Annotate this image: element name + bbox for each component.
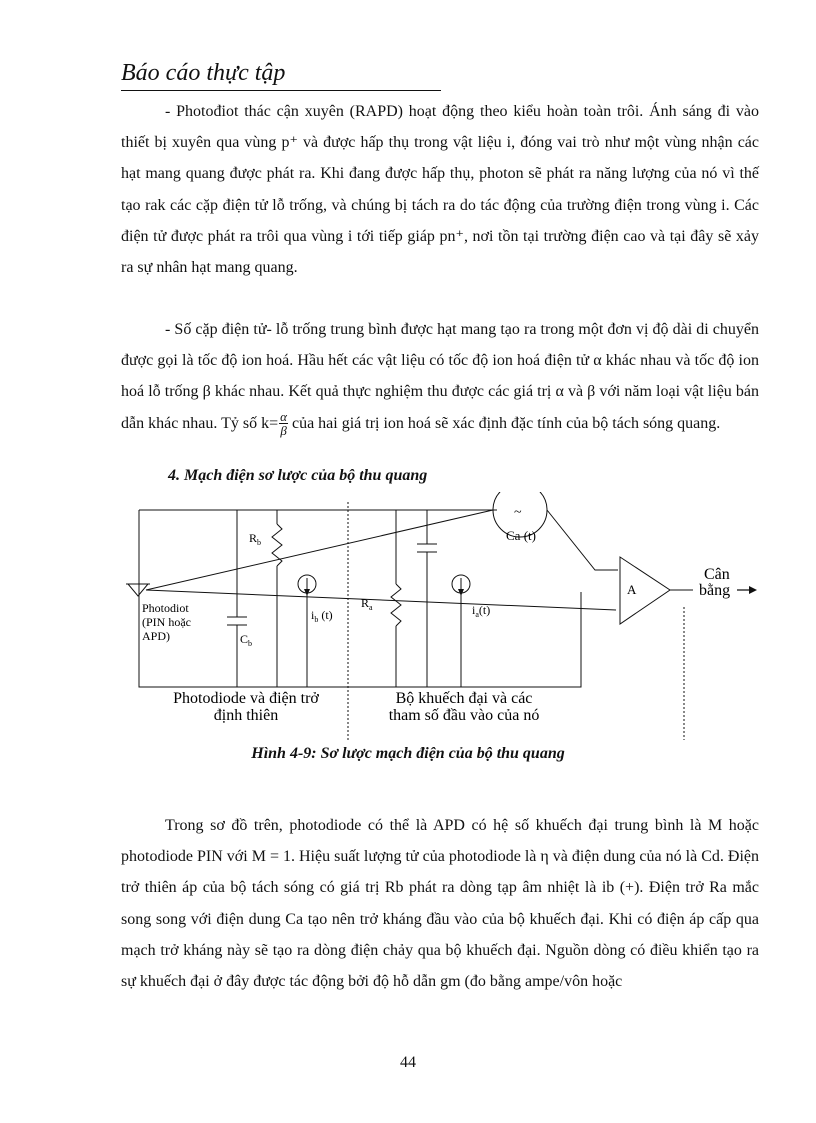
right-section-caption-line2: tham số đầu vào của nó bbox=[388, 707, 540, 724]
document-header: Báo cáo thực tập bbox=[121, 56, 441, 91]
paragraph-ionization-tail: của hai giá trị ion hoá sẽ xác định đặc tính của bộ tách sóng quang. bbox=[287, 414, 721, 432]
photodiode-label-line2: (PIN hoặc bbox=[142, 615, 191, 629]
amplifier-label: A bbox=[627, 582, 637, 597]
paragraph-description-text: Trong sơ đồ trên, photodiode có thể là APD có hệ số khuếch đại trung bình là M hoặc photodiode PIN với M = 1. Hiệu suất lượng tử của photodiode là η và điện dung của nó là Cd. Điện trở thiên áp của bộ tách sóng có giá trị Rb phát ra dòng tạp âm nhiệt là ib (+). Điện trở Ra mắc song song với điện dung Ca tạo nên trở kháng đầu vào của bộ khuếch đại. Khi có điện áp cấp qua mạch trở kháng này sẽ tạo ra dòng điện chảy qua bộ khuếch đại. Nguồn dòng có điều khiển tạo ra sự khuếch đại ở đây được tác động bởi độ hỗ dẫn gm (đo bằng ampe/vôn hoặc bbox=[121, 817, 759, 991]
section-title: 4. Mạch điện sơ lược của bộ thu quang bbox=[168, 467, 428, 484]
paragraph-rapd bbox=[121, 96, 759, 283]
output-label-line2: bằng bbox=[699, 582, 731, 599]
ra-label: $R_a$ bbox=[361, 596, 373, 612]
photodiode-label-line3: APD) bbox=[142, 629, 171, 643]
resistor-ra bbox=[391, 584, 401, 626]
receiver-circuit-diagram bbox=[0, 492, 816, 752]
ratio-fraction bbox=[279, 410, 288, 437]
ib-label: $i_b$ (t) bbox=[311, 608, 333, 624]
figure-caption: Hình 4-9: Sơ lược mạch điện của bộ thu quang bbox=[251, 745, 565, 762]
paragraph-ionization bbox=[121, 314, 759, 439]
signal-line bbox=[146, 590, 616, 610]
fraction-denominator: β bbox=[280, 423, 287, 439]
left-section-caption-line1: Photodiode và điện trở bbox=[173, 690, 319, 707]
page-number: 44 bbox=[400, 1054, 416, 1071]
right-section-caption-line1: Bộ khuếch đại và các bbox=[395, 690, 533, 707]
paragraph-ionization-text: - Số cặp điện tử- lỗ trống trung bình được hạt mang tạo ra trong một đơn vị độ dài di chuyển được gọi là tốc độ ion hoá. Hầu hết các vật liệu có tốc độ ion hoá điện tử α khác nhau và tốc độ ion hoá lỗ trống β khác nhau. Kết quả thực nghiệm thu được các giá trị α và β với năm loại vật liệu bán dẫn khác nhau. Tỷ số k= bbox=[121, 321, 759, 432]
output-label-line1: Cân bbox=[704, 566, 730, 583]
ia-label: $i_a(t)$ bbox=[472, 603, 491, 619]
ca-label: Ca (t) bbox=[506, 528, 536, 543]
rb-label: $R_b$ bbox=[249, 531, 262, 547]
fraction-numerator: α bbox=[280, 409, 287, 425]
cb-label: $C_b$ bbox=[240, 632, 253, 648]
photodiode-symbol bbox=[128, 584, 148, 596]
source-to-amp bbox=[547, 510, 618, 570]
left-section-caption-line2: định thiên bbox=[213, 707, 279, 724]
paragraph-rapd-text: - Photođiot thác cận xuyên (RAPD) hoạt động theo kiểu hoàn toàn trôi. Ánh sáng đi vào thiết bị xuyên qua vùng p⁺ và được hấp thụ trong vật liệu i, đóng vai trò như một vùng nhận các hạt mang quang được phát ra. Khi đang được hấp thụ, photon sẽ phát ra năng lượng của nó vì thế tạo rak các cặp điện tử lỗ trống, và chúng bị tách ra do tác động của trường điện trong vùng i. Các điện tử được phát ra trôi qua vùng i tới tiếp giáp pn⁺, nơi tồn tại trường điện cao và tại đây sẽ xảy ra sự nhân hạt mang quang. bbox=[121, 103, 759, 277]
paragraph-description bbox=[121, 810, 759, 997]
source-line bbox=[146, 510, 493, 590]
source-symbol: ~ bbox=[514, 505, 522, 520]
photodiode-label-line1: Photodiot bbox=[142, 601, 189, 615]
